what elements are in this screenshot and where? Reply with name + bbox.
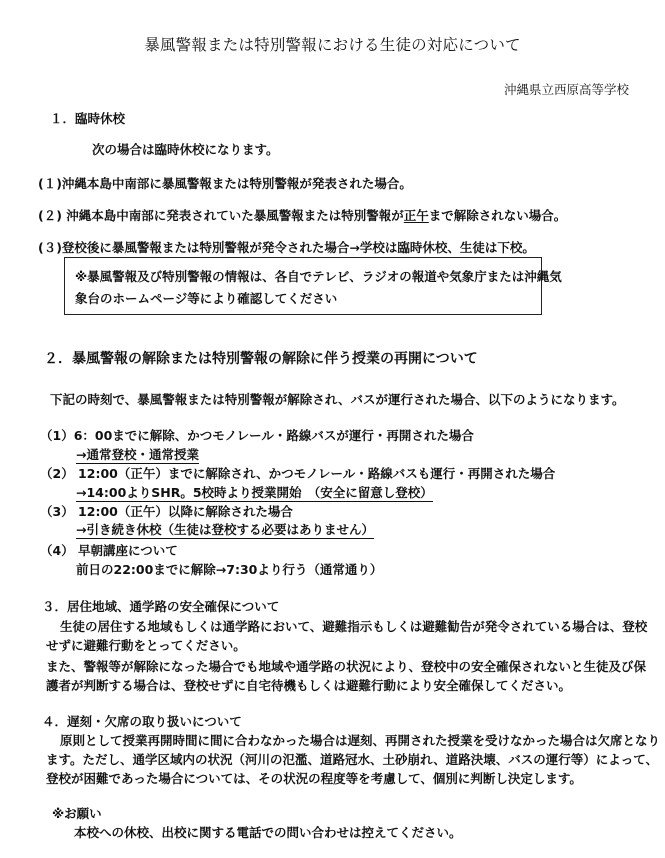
section3-line3: また、警報等が解除になった場合でも地域や通学路の状況により、登校中の安全確保されないと生徒及び保 bbox=[46, 659, 647, 674]
page-title: 暴風警報または特別警報における生徒の対応について bbox=[144, 36, 521, 54]
section4-line1: 原則として授業再開時間に間に合わなかった場合は遅刻、再開された授業を受けなかった場合は欠席となり bbox=[60, 733, 661, 748]
section2-intro: 下記の時刻で、暴風警報または特別警報が解除され、バスが運行された場合、以下のようになります。 bbox=[50, 392, 625, 407]
section4-line2: ます。ただし、通学区域内の状況（河川の氾濫、道路冠水、土砂崩れ、道路決壊、バスの運行等）によって、 bbox=[46, 752, 659, 767]
section3-line1: 生徒の居住する地域もしくは通学路において、避難指示もしくは避難勧告が発令されている場合は、登校 bbox=[60, 619, 648, 634]
section4-line3: 登校が困難であった場合については、その状況の程度等を考慮して、個別に判断し決定します。 bbox=[46, 771, 582, 786]
section2-item4: （4） 早朝講座について bbox=[40, 543, 178, 558]
section4-heading: ４．遅刻・欠席の取り扱いについて bbox=[42, 714, 242, 729]
section2-item1-result: →通常登校・通常授業 bbox=[76, 447, 199, 462]
section2-item2: （2） 12:00（正午）までに解除され、かつモノレール・路線バスも運行・再開された場合 bbox=[40, 466, 556, 481]
section1-intro: 次の場合は臨時休校になります。 bbox=[92, 142, 279, 157]
section2-heading: ２．暴風警報の解除または特別警報の解除に伴う授業の再開について bbox=[44, 351, 478, 367]
request-heading: ※お願い bbox=[52, 806, 102, 821]
school-name: 沖縄県立西原高等学校 bbox=[503, 82, 629, 97]
section1-heading: １．臨時休校 bbox=[50, 111, 126, 126]
section3-line2: せずに避難行動をとってください。 bbox=[46, 638, 246, 653]
section2-item2-result: →14:00よりSHR。5校時より授業開始 （安全に留意し登校） bbox=[76, 485, 433, 500]
section2-item1: （1）6：00までに解除、かつモノレール・路線バスが運行・再開された場合 bbox=[40, 428, 474, 443]
section1-item2-pre: (２) 沖縄本島中南部に発表されていた暴風警報または特別警報が bbox=[38, 208, 404, 223]
section3-heading: ３．居住地域、通学路の安全確保について bbox=[42, 599, 280, 614]
notice-box bbox=[64, 257, 562, 315]
section2-item3-result-wrap bbox=[76, 520, 374, 538]
section2-item1-result-wrap bbox=[76, 445, 199, 463]
section2-item3-result: →引き続き休校（生徒は登校する必要はありません） bbox=[76, 522, 374, 537]
section3-line4: 護者が判断する場合は、登校せずに自宅待機もしくは避難行動により安全確保してください。 bbox=[46, 678, 572, 693]
request-text: 本校への休校、出校に関する電話での問い合わせは控えてください。 bbox=[74, 825, 462, 840]
section1-item2-post: まで解除されない場合。 bbox=[428, 208, 567, 223]
section1-item2-underlined: 正午 bbox=[403, 208, 429, 223]
section2-item3: （3） 12:00（正午）以降に解除された場合 bbox=[40, 504, 293, 519]
notice-line-1: ※暴風警報及び特別警報の情報は、各自でテレビ、ラジオの報道や気象庁または沖縄気 bbox=[75, 269, 562, 284]
section1-item1: (１)沖縄本島中南部に暴風警報または特別警報が発表された場合。 bbox=[38, 176, 412, 191]
section1-item3: (３)登校後に暴風警報または特別警報が発令された場合→学校は臨時休校、生徒は下校。 bbox=[38, 240, 535, 255]
notice-line-2: 象台のホームページ等により確認してください bbox=[75, 291, 338, 306]
section2-item4-result: 前日の22:00までに解除→7:30より行う（通常通り） bbox=[76, 562, 383, 577]
section1-item2 bbox=[38, 206, 566, 224]
section2-item2-result-wrap bbox=[76, 483, 433, 501]
